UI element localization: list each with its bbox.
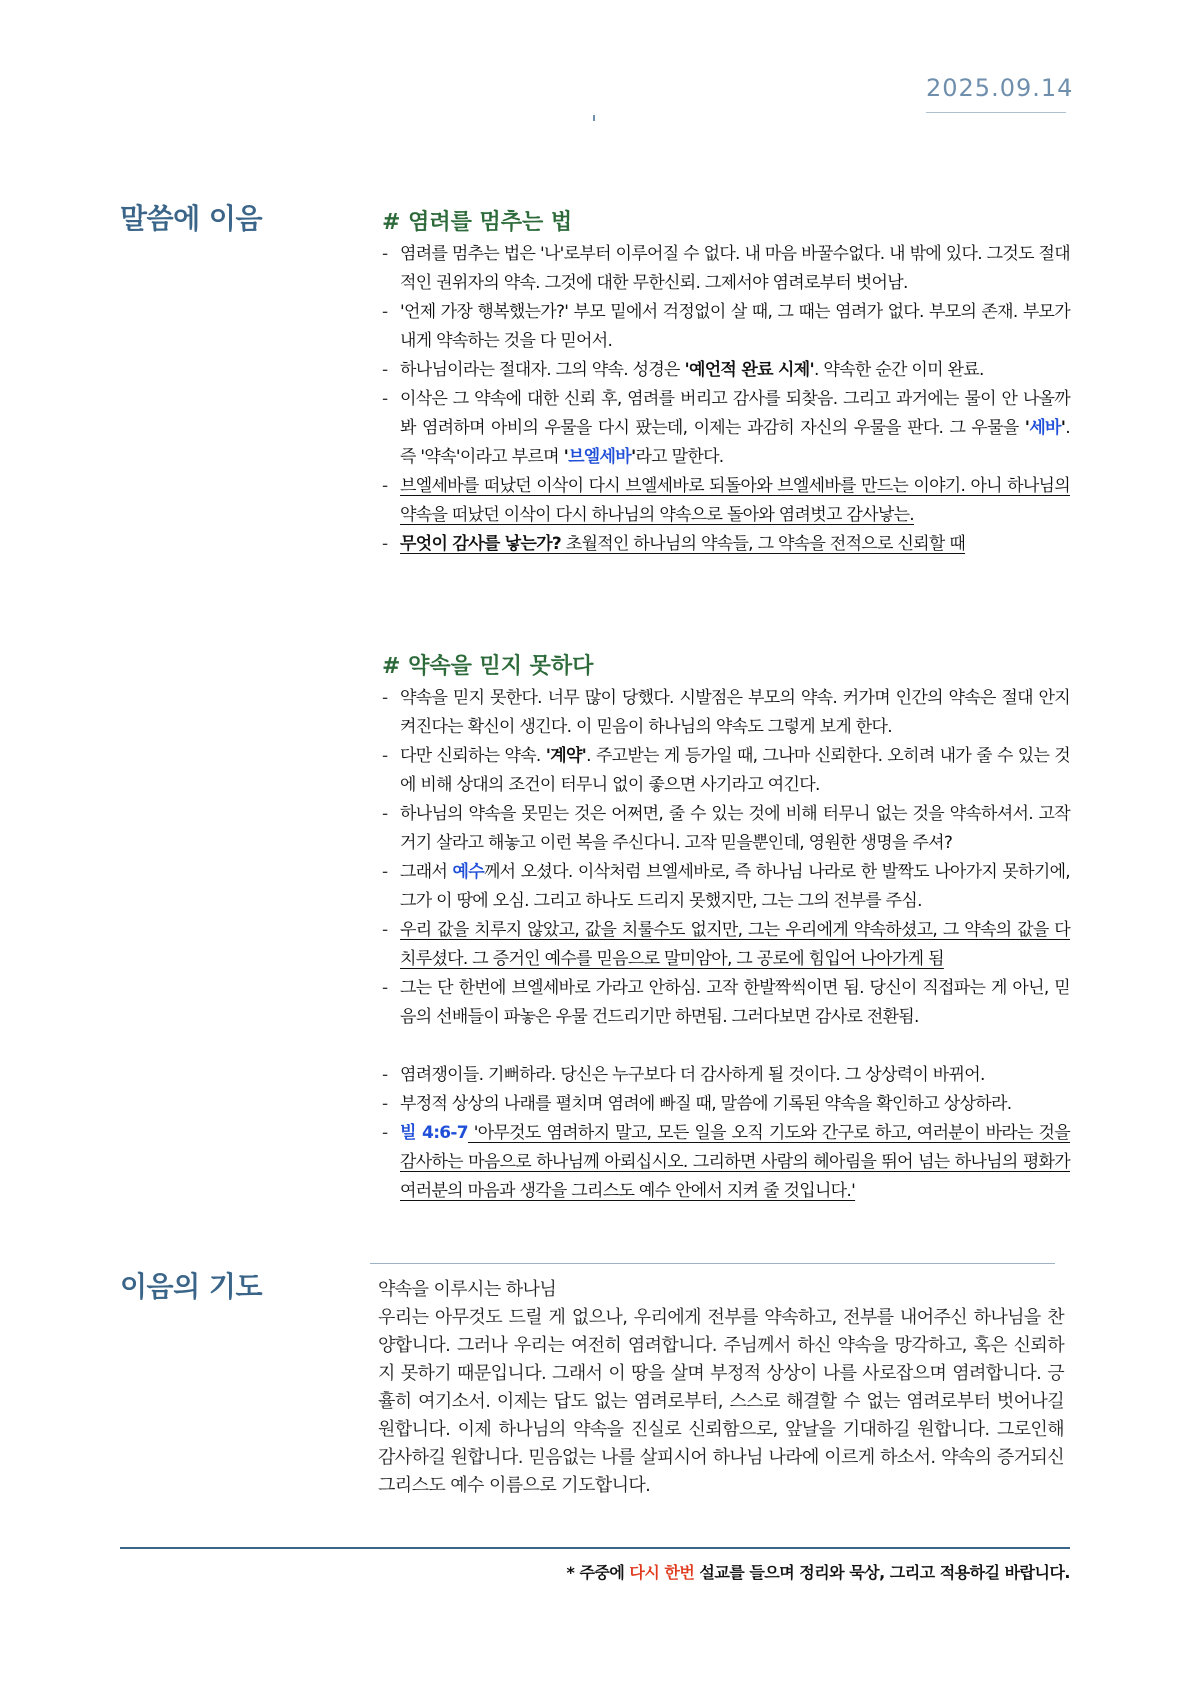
list-item xyxy=(380,1119,1070,1206)
footer-highlight: 다시 한번 xyxy=(629,1563,695,1582)
list-item xyxy=(380,1090,1070,1119)
bullet-text: 그는 단 한번에 브엘세바로 가라고 안하심. 고작 한발짝씩이면 됨. 당신이 직접파는 게 아닌, 믿음의 선배들이 파놓은 우물 건드리기만 하면됨. 그러다보면 감사로 전환됨. xyxy=(400,978,1070,1027)
keyword-seba: 세바 xyxy=(1029,418,1061,438)
list-item xyxy=(380,240,1070,298)
list-item xyxy=(380,684,1070,742)
list-item xyxy=(380,530,1070,559)
bullet-text: 하나님의 약속을 못믿는 것은 어쩌면, 줄 수 있는 것에 비해 터무니 없는 것을 약속하셔서. 고작 거기 살라고 해놓고 이런 복을 주신다니. 고작 믿을뿐인데, 영원한 생명을 주셔? xyxy=(400,804,1070,853)
sermon-section-1 xyxy=(380,206,1070,559)
date-stamp: 2025.09.14 xyxy=(926,74,1074,102)
quote-mark: ' xyxy=(563,447,569,467)
footer-text: 설교를 들으며 정리와 묵상, 그리고 적용하길 바랍니다. xyxy=(694,1563,1070,1582)
quote-mark: ' xyxy=(1024,418,1030,438)
section-2-bullets xyxy=(380,684,1070,1206)
bullet-text: 부정적 상상의 나래를 펼치며 염려에 빠질 때, 말씀에 기록된 약속을 확인하고 상상하라. xyxy=(400,1094,1012,1114)
bullet-text: 약속을 믿지 못한다. 너무 많이 당했다. 시발점은 부모의 약속. 커가며 인간의 약속은 절대 안지켜진다는 확신이 생긴다. 이 믿음이 하나님의 약속도 그렇게 보게 한다. xyxy=(400,688,1070,737)
list-item xyxy=(380,385,1070,472)
decorative-mark xyxy=(593,115,595,121)
section-heading-prayer: 이음의 기도 xyxy=(120,1270,262,1303)
scripture-reference: 빌 4:6-7 xyxy=(400,1123,468,1143)
bullet-text: 라고 말한다. xyxy=(635,447,724,467)
bullet-text: 이삭은 그 약속에 대한 신뢰 후, 염려를 버리고 감사를 되찾음. 그리고 과거에는 물이 안 나올까봐 염려하며 아비의 우물을 다시 팠는데, 이제는 과감히 자신의 우물을 판다. 그 우물을 xyxy=(400,389,1070,438)
list-item xyxy=(380,916,1070,974)
section-2-title: # 약속을 믿지 못하다 xyxy=(382,654,594,679)
list-item xyxy=(380,1061,1070,1090)
keyword-beersheba: 브엘세바 xyxy=(568,447,631,467)
section-1-title: # 염려를 멈추는 법 xyxy=(382,210,573,235)
list-item xyxy=(380,356,1070,385)
footer-divider xyxy=(120,1547,1070,1549)
sermon-section-2 xyxy=(380,650,1070,1206)
list-item xyxy=(380,974,1070,1032)
keyword-jesus: 예수 xyxy=(452,862,484,882)
prayer-opening: 약속을 이루시는 하나님 xyxy=(378,1279,557,1300)
emphasis-text: '계약' xyxy=(545,746,587,766)
section-1-bullets xyxy=(380,240,1070,559)
bullet-text: 다만 신뢰하는 약속. xyxy=(400,746,546,766)
date-underline xyxy=(926,112,1066,113)
bullet-text: '언제 가장 행복했는가?' 부모 밑에서 걱정없이 살 때, 그 때는 염려가 없다. 부모의 존재. 부모가 내게 약속하는 것을 다 믿어서. xyxy=(400,302,1070,351)
bullet-text: . 약속한 순간 이미 완료. xyxy=(813,360,984,380)
list-item xyxy=(380,298,1070,356)
list-item xyxy=(380,800,1070,858)
bullet-text: 염려를 멈추는 법은 '나'로부터 이루어질 수 없다. 내 마음 바꿀수없다. 내 밖에 있다. 그것도 절대적인 권위자의 약속. 그것에 대한 무한신뢰. 그제서야 염려로부터 벗어남. xyxy=(400,244,1070,293)
bullet-text: 께서 오셨다. 이삭처럼 브엘세바로, 즉 하나님 나라로 한 발짝도 나아가지 못하기에, 그가 이 땅에 오심. 그리고 하나도 드리지 못했지만, 그는 그의 전부를 주심. xyxy=(400,862,1070,911)
quote-mark: ' xyxy=(630,447,636,467)
emphasis-text: '예언적 완료 시제' xyxy=(684,360,814,380)
list-item xyxy=(380,858,1070,916)
prayer-block xyxy=(378,1276,1064,1500)
prayer-body: 우리는 아무것도 드릴 게 없으나, 우리에게 전부를 약속하고, 전부를 내어주신 하나님을 찬양합니다. 그러나 우리는 여전히 염려합니다. 주님께서 하신 약속을 망각하고, 혹은 신뢰하지 못하기 때문입니다. 그래서 이 땅을 살며 부정적 상상이 나를 사로잡으며 염려합니다. 긍휼히 여기소서. 이제는 답도 없는 염려로부터, 스스로 해결할 수 없는 염려로부터 벗어나길 원합니다. 이제 하나님의 약속을 진실로 신뢰함으로, 앞날을 기대하길 원합니다. 그로인해 감사하길 원합니다. 믿음없는 나를 살피시어 하나님 나라에 이르게 하소서. 약속의 증거되신 그리스도 예수 이름으로 기도합니다. xyxy=(378,1307,1064,1496)
list-item xyxy=(380,472,1070,530)
section-heading-connect: 말씀에 이음 xyxy=(120,202,262,235)
prayer-divider xyxy=(370,1263,1055,1264)
underlined-text: 초월적인 하나님의 약속들, 그 약속을 전적으로 신뢰할 때 xyxy=(561,534,966,554)
bullet-text: . 즉 '약속'이라고 부르며 xyxy=(400,418,1070,467)
underlined-text: '아무것도 염려하지 말고, 모든 일을 오직 기도와 간구로 하고, 여러분이 바라는 것을 감사하는 마음으로 하나님께 아뢰십시오. 그리하면 사람의 헤아림을 뛰어 넘는 하나님의 평화가 여러분의 마음과 생각을 그리스도 예수 안에서 지켜 줄 것입니다.' xyxy=(400,1123,1071,1201)
bullet-text: 하나님이라는 절대자. 그의 약속. 성경은 xyxy=(400,360,685,380)
quote-mark: ' xyxy=(1060,418,1066,438)
bullet-text: 그래서 xyxy=(400,862,453,882)
underlined-text: 브엘세바를 떠났던 이삭이 다시 브엘세바로 되돌아와 브엘세바를 만드는 이야기. 아니 하나님의 약속을 떠났던 이삭이 다시 하나님의 약속으로 돌아와 염려벗고 감사낳는. xyxy=(400,476,1070,525)
footer-note xyxy=(567,1560,1070,1583)
emphasis-text: 무엇이 감사를 낳는가? xyxy=(400,534,562,554)
underlined-text: 우리 값을 치루지 않았고, 값을 치룰수도 없지만, 그는 우리에게 약속하셨고, 그 약속의 값을 다 치루셨다. 그 증거인 예수를 믿음으로 말미암아, 그 공로에 힘입어 나아가게 됨 xyxy=(400,920,1070,969)
bullet-text: . 주고받는 게 등가일 때, 그나마 신뢰한다. 오히려 내가 줄 수 있는 것에 비해 상대의 조건이 터무니 없이 좋으면 사기라고 여긴다. xyxy=(400,746,1070,795)
bullet-text: 염려쟁이들. 기뻐하라. 당신은 누구보다 더 감사하게 될 것이다. 그 상상력이 바뀌어. xyxy=(400,1065,985,1085)
footer-text: * 주중에 xyxy=(566,1563,630,1582)
list-item xyxy=(380,742,1070,800)
